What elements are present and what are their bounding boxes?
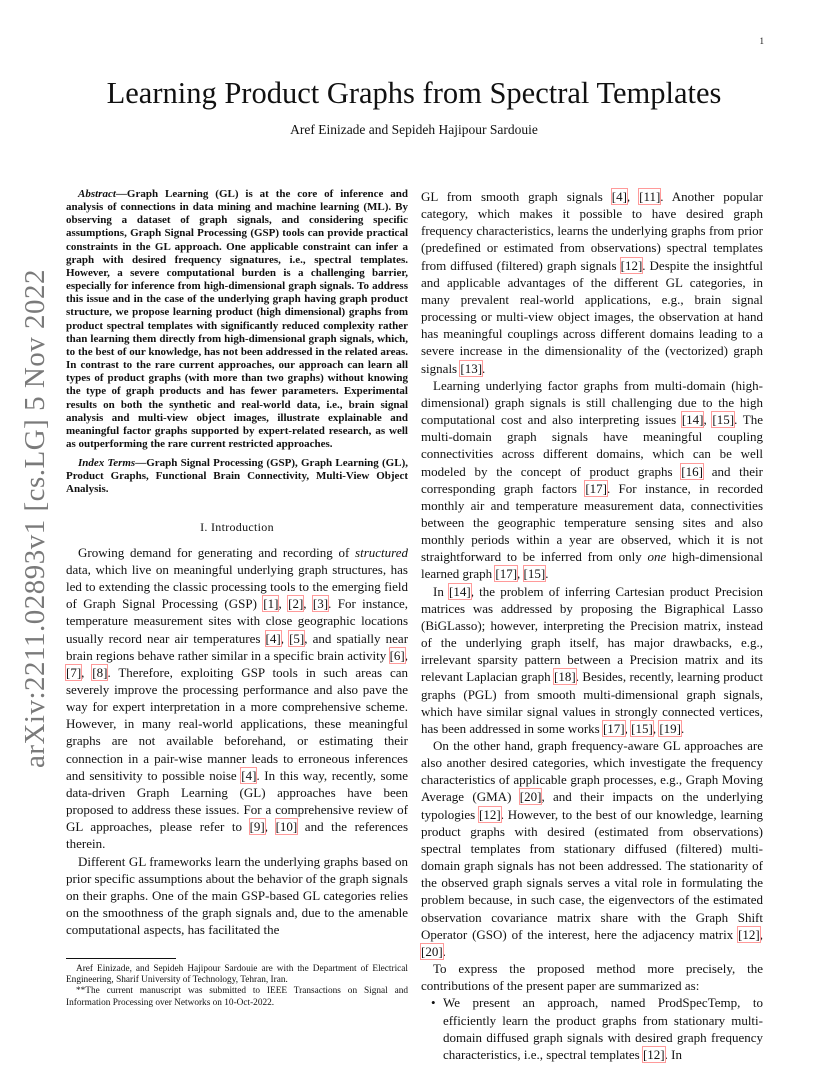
citation-link[interactable]: [20] [519,789,542,805]
citation-link[interactable]: [8] [92,664,108,680]
footnotes [66,958,408,1009]
citation-link[interactable]: [13] [460,360,483,376]
citation-link[interactable]: [17] [602,720,625,736]
citation-link[interactable]: [7] [66,664,82,680]
citation-link[interactable]: [12] [738,926,760,942]
citation-link[interactable]: [12] [620,257,643,273]
citation-link[interactable]: [20] [421,943,443,959]
abstract: Abstract—Graph Learning (GL) is at the core of inference and analysis of connections in data mining and machine learning (ML). By observing a dataset of graph signals, and considering specific assumptions, Graph Signal Processing (GSP) tools can provide practical constraints in the GL approach. One applicable constraint can infer a graph with desired frequency signatures, i.e., spectral templates. However, a severe computational burden is a challenging barrier, especially for inference from high-dimensional graph signals. To address this issue and in the case of the underlying graph having graph product structure, we propose learning product (high dimensional) graphs from product spectral templates with significantly reduced complexity rather than learning them directly from high-dimensional graph signals, which, to the best of our knowledge, has not been addressed in the related areas. In contrast to the rare current approaches, our approach can learn all types of product graphs (with more than two graphs) without knowing the type of graph products and has fewer parameters. Experimental results on both the synthetic and real-world data, i.e., brain signal analysis and multi-view object images, illustrate explainable and meaningful factor graphs supported by expert-related research, as well as outperforming the rare current restricted approaches. [66,188,408,450]
section-heading-introduction: I. Introduction [200,519,274,534]
page-number: 1 [759,36,764,46]
intro-paragraph-2: Different GL frameworks learn the underlying graphs based on prior specific assumptions about the behavior of the graph signals on their graphs. One of the main GSP-based GL categories relies on the smoothness of the graph signals and, due to the amenable computational aspects, has facilitated the [66,853,408,938]
citation-link[interactable]: [18] [554,669,576,685]
footnote-affiliation: Aref Einizade, and Sepideh Hajipour Sardouie are with the Department of Electrical Engineering, Sharif University of Technology, Tehran, Iran. [66,964,408,986]
citation-link[interactable]: [4] [265,630,281,646]
footnote-submission: **The current manuscript was submitted to IEEE Transactions on Signal and Information Processing over Networks on 10-Oct-2022. [66,986,408,1008]
intro-paragraph-6: On the other hand, graph frequency-aware GL approaches are also another desired categories, which investigate the frequency characteristics of applicable graph processes, e.g., Graph Moving Average (GMA) [20], and their impacts on the underlying typologies [12]. However, to the best of our knowledge, learning product graphs with desired (estimated from observations) spectral templates from stationary diffused (filtered) multi-domain graph signals has not been addressed. The stationarity of the observed graph signals serves a vital role in formulating the problem because, in such case, the eigenvectors of the estimated observation covariance matrix share with the Graph Shift Operator (GSO) of the interest, here the adjacency matrix [12], [20]. [421,738,764,959]
citation-link[interactable]: [3] [312,596,329,612]
footnote-rule [66,958,176,959]
intro-paragraph-4: Learning underlying factor graphs from multi-domain (high-dimensional) graph signals is still challenging due to the high computational cost and also interpreting issues [14], [15]. The multi-domain graph signals have meaningful coupling connectivities across different domains, which can be well modeled by the concept of product graphs [16] and their corresponding graph factors [17]. For instance, in recorded monthly air and temperature measurement data, connectivities between the geographic temperature sensing sites and also monthly periods within a year are observed, which it is not straightforward to be inferred from only one high-dimensional learned graph [17], [15]. [421,377,764,582]
citation-link[interactable]: [2] [288,596,304,612]
citation-link[interactable]: [14] [449,583,471,599]
arxiv-identifier: arXiv:2211.02893v1 [cs.LG] 5 Nov 2022 [19,268,52,768]
abstract-label: Abstract [78,188,116,200]
citation-link[interactable]: [16] [681,463,703,479]
citation-link[interactable]: [14] [681,412,704,428]
citation-link[interactable]: [17] [495,566,518,582]
citation-link[interactable]: [12] [642,1046,665,1062]
citation-link[interactable]: [15] [712,412,735,428]
index-terms-label: Index Terms [78,457,136,470]
citation-link[interactable]: [9] [249,819,265,835]
contribution-bullet: • We present an approach, named ProdSpecTemp, to efficiently learn the product graphs from stationary multi-domain diffused graph signals with desired graph frequency characteristics, i.e., spectral templates [12]. In [431,995,763,1062]
citation-link[interactable]: [1] [263,596,279,612]
citation-link[interactable]: [19] [659,720,681,736]
left-column [66,188,408,938]
index-terms: Index Terms—Graph Signal Processing (GSP), Graph Learning (GL), Product Graphs, Functional Brain Connectivity, Multi-View Object Analysis. [66,457,408,496]
citation-link[interactable]: [4] [611,189,627,204]
citation-link[interactable]: [4] [241,767,257,783]
intro-paragraph-3: GL from smooth graph signals [4], [11]. Another popular category, which makes it possible to have desired graph frequency characteristics, learns the underlying graphs from prior (predefined or estimated from observations) spectral templates from diffused (filtered) graph signals [12]. Despite the insightful and applicable advantages of the different GL categories, in many prevalent real-world applications, e.g., brain signal processing or multi-view object images, the observation at hand has meaningful couplings across different domains leading to a severe increase in the dimensionality of the (vectorized) graph signals [13]. [421,189,763,376]
paper-authors: Aref Einizade and Sepideh Hajipour Sardouie [290,122,538,137]
citation-link[interactable]: [15] [631,720,653,736]
arxiv-sidebar [6,268,66,768]
citation-link[interactable]: [15] [523,566,546,582]
citation-link[interactable]: [5] [289,630,305,646]
index-terms-text: Graph Signal Processing (GSP), Graph Learning (GL), Product Graphs, Functional Brain Connectivity, Multi-View Object Analysis. [66,457,408,496]
intro-paragraph-5: In [14], the problem of inferring Cartesian product Precision matrices was addressed by proposing the Bigraphical Lasso (BiGLasso); however, interpreting the Precision matrix, instead of the underlying graph itself, has major drawbacks, e.g., irrelevant sparsity pattern between a Precision matrix and its relevant Laplacian graph [18]. Besides, recently, learning product graphs (PGL) from smooth multi-dimensional graph signals, which have similar signal values in strongly connected vertices, has been addressed in some works [17], [15], [19]. [421,583,763,736]
citation-link[interactable]: [10] [275,819,298,835]
citation-link[interactable]: [12] [479,806,501,822]
bullet-dot-icon: • [431,995,436,1011]
intro-paragraph-7: To express the proposed method more precisely, the contributions of the present paper are summarized as: [421,961,763,994]
intro-paragraph-1: Growing demand for generating and recording of structured data, which live on meaningful underlying graph structures, has led to extending the classic processing tools to the emerging field of Graph Signal Processing (GSP) [1], [2], [3]. For instance, temperature measurement sites with close geographic locations usually record near air temperatures [4], [5], and spatially near brain regions behave rather similar in a specific brain activity [6], [7], [8]. Therefore, exploiting GSP tools in such areas can severely improve the processing performance and also pave the way for expert interpretation in a more comprehensive scheme. However, in many real-world applications, these meaningful graphs are not available beforehand, or estimating their connection in a pair-wise manner leads to erroneous inferences and sensitivity to possible noise [4]. In this way, recently, some data-driven Graph Learning (GL) approaches have been proposed to address these issues. For a comprehensive review of GL approaches, please refer to [9], [10] and the references therein. [66,544,409,852]
paper-title: Learning Product Graphs from Spectral Templates [106,76,722,110]
abstract-text: Graph Learning (GL) is at the core of inference and analysis of connections in data mining and machine learning (ML). By observing a dataset of graph signals, and considering specific assumptions, Graph Signal Processing (GSP) tools can provide practical constraints in the GL approach. One applicable constraint can infer a graph with desired frequency signatures, i.e., spectral templates. However, a severe computational burden is a challenging barrier, especially for inference from high-dimensional graph signals. To address this issue and in the case of the underlying graph having graph product structure, we propose learning product (high dimensional) graphs from product spectral templates with significantly reduced complexity rather than learning them directly from high-dimensional graph signals, which, to the best of our knowledge, has not been addressed in the related areas. In contrast to the rare current approaches, our approach can learn all types of product graphs (with more than two graphs) without knowing the type of graph products and has fewer parameters. Experimental results on both the synthetic and real-world data, i.e., brain signal analysis and multi-view object images, illustrate explainable and meaningful factor graphs supported by expert-related research, as well as outperforming the rare current restricted approaches. [66,188,408,450]
citation-link[interactable]: [6] [389,647,405,663]
right-column [421,188,763,1063]
citation-link[interactable]: [11] [639,189,661,204]
citation-link[interactable]: [17] [585,480,607,496]
